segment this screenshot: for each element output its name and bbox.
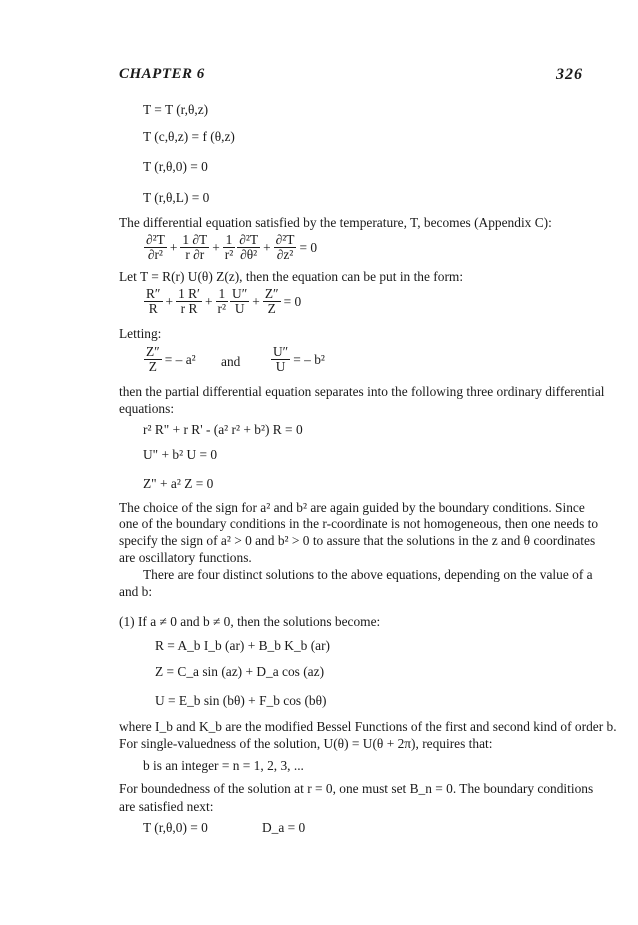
letting-z-equation: $\frac{Z''}{Z}$ = – a² xyxy=(146,344,196,374)
bc-line-3: T (r,θ,0) = 0 xyxy=(143,159,208,174)
pde-term-1: $\frac{\text{∂²T}}{\text{∂r²}}$ xyxy=(146,232,165,262)
bc-line-4: T (r,θ,L) = 0 xyxy=(143,190,210,205)
page-number: 326 xyxy=(556,66,583,83)
para-bessel: where I_b and K_b are the modified Bessel Functions of the first and second kind of order b. xyxy=(119,719,617,734)
sep-term-5: $\frac{Z''}{Z}$ xyxy=(264,286,279,316)
para-bounded-1: For boundedness of the solution at r = 0, one must set B_n = 0. The boundary conditions xyxy=(119,781,594,796)
ode-u: U" + b² U = 0 xyxy=(143,447,218,462)
final-result: D_a = 0 xyxy=(262,820,306,835)
ode-z: Z" + a² Z = 0 xyxy=(143,476,214,491)
chapter-heading: CHAPTER 6 xyxy=(119,66,205,82)
sep-term-2: $\frac{1 R'}{\text{r R}}$ xyxy=(178,286,200,316)
para-single-valued: For single-valuedness of the solution, U(θ) = U(θ + 2π), requires that: xyxy=(119,736,493,751)
separated-equation: $\frac{R''}{R}$ + $\frac{1 R'}{\text{r R}}$ + $\frac{1}{\text{r²}}$ $\frac{U''}{U}$ + $\frac{Z''}{Z}$ = 0 xyxy=(146,286,302,316)
sep-term-4: $\frac{U''}{U}$ xyxy=(232,286,248,316)
para-four-1: There are four distinct solutions to the above equations, depending on the value of a xyxy=(143,567,593,582)
solution-z: Z = C_a sin (az) + D_a cos (az) xyxy=(155,664,325,679)
para-separates-2: equations: xyxy=(119,401,175,416)
para-sign-4: are oscillatory functions. xyxy=(119,550,252,565)
sep-term-1: $\frac{R''}{R}$ xyxy=(146,286,161,316)
para-separates-1: then the partial differential equation separates into the following three ordinary differential xyxy=(119,384,605,399)
pde-equation: $\frac{\text{∂²T}}{\text{∂r²}}$ + $\frac{1 \partial T}{r \partial r}$ + $\frac{1}{\text{r²}}$ $\frac{\text{∂²T}}{\text{∂θ²}}$ + $\frac{\text{∂²T}}{\text{∂z²}}$ = 0 xyxy=(146,232,318,262)
para-sign-3: specify the sign of a² > 0 and b² > 0 to assure that the solutions in the z and θ coordinates xyxy=(119,533,596,548)
para-sign-1: The choice of the sign for a² and b² are again guided by the boundary conditions. Since xyxy=(119,500,585,515)
solution-u: U = E_b sin (bθ) + F_b cos (bθ) xyxy=(155,693,327,708)
letting-and: and xyxy=(221,354,241,369)
para-separation: Let T = R(r) U(θ) Z(z), then the equation can be put in the form: xyxy=(119,269,464,284)
pde-term-2: $\frac{1 \partial T}{r \partial r}$ xyxy=(182,232,208,262)
para-four-2: and b: xyxy=(119,584,153,599)
pde-term-5: $\frac{\text{∂²T}}{\text{∂z²}}$ xyxy=(275,232,295,262)
letting-u-equation: $\frac{U''}{U}$ = – b² xyxy=(273,344,325,374)
final-bc: T (r,θ,0) = 0 xyxy=(143,820,208,835)
case-1-heading: (1) If a ≠ 0 and b ≠ 0, then the solutions become: xyxy=(119,614,381,629)
sep-term-3: $\frac{1}{\text{r²}}$ xyxy=(217,286,227,316)
para-sign-2: one of the boundary conditions in the r-coordinate is not homogeneous, then one needs to xyxy=(119,516,599,531)
pde-term-3: $\frac{1}{\text{r²}}$ xyxy=(224,232,234,262)
integer-condition: b is an integer = n = 1, 2, 3, ... xyxy=(143,758,304,773)
ode-r: r² R" + r R' - (a² r² + b²) R = 0 xyxy=(143,422,303,437)
para-pde-intro: The differential equation satisfied by the temperature, T, becomes (Appendix C): xyxy=(119,215,552,230)
para-letting: Letting: xyxy=(119,326,162,341)
bc-line-2: T (c,θ,z) = f (θ,z) xyxy=(143,129,235,144)
bc-line-1: T = T (r,θ,z) xyxy=(143,102,209,117)
solution-r: R = A_b I_b (ar) + B_b K_b (ar) xyxy=(155,638,331,653)
pde-term-4: $\frac{\text{∂²T}}{\text{∂θ²}}$ xyxy=(239,232,259,262)
para-bounded-2: are satisfied next: xyxy=(119,799,214,814)
